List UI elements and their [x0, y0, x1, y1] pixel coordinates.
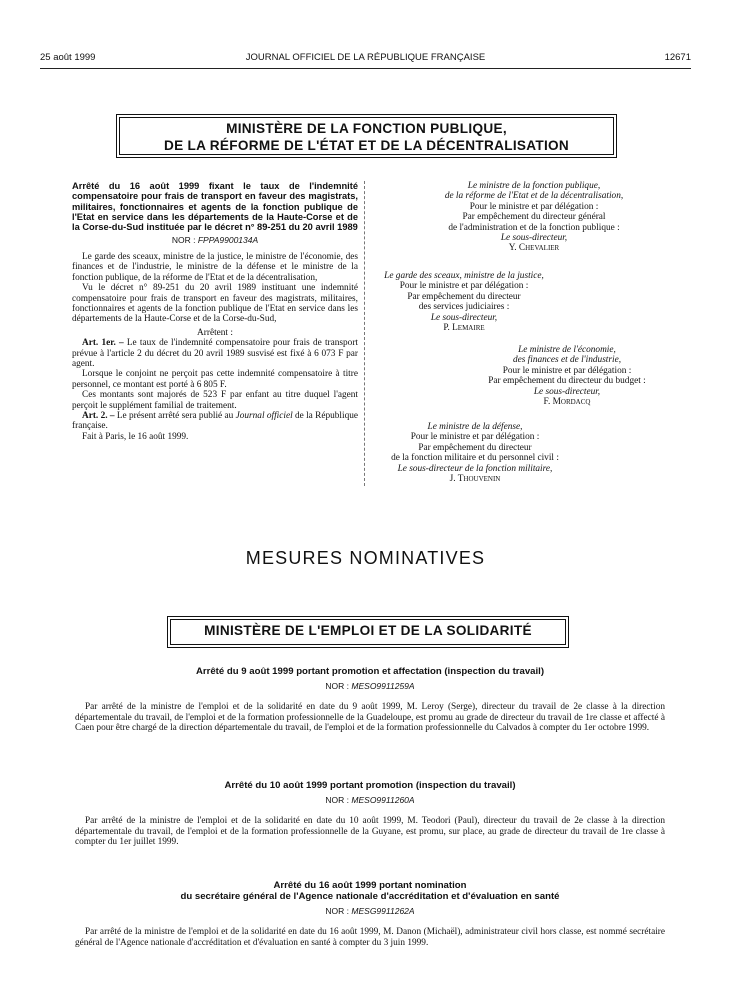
arrete-teodori	[75, 780, 665, 848]
article-2	[72, 411, 358, 432]
signature-line: Pour le ministre et par délégation :	[502, 365, 632, 376]
signature-line: Par empêchement du directeur	[418, 442, 532, 453]
signature-line: de la réforme de l'Etat et de la décentralisation,	[444, 191, 624, 202]
signatory-name: Y. Chevalier	[508, 243, 560, 254]
header-rule	[40, 68, 691, 69]
arrete-body: Par arrêté de la ministre de l'emploi et de la solidarité en date du 10 août 1999, M. Teodori (Paul), directeur du travail de 2e classe à la direction départementale du travail, de l'emploi et de la formation professionnelle de la Guyane, est promu, sur place, au grade de directeur du travail de 1re classe à compter du 1er juillet 1999.	[75, 816, 665, 848]
signature-line: Pour le ministre et par délégation :	[399, 281, 529, 292]
signature-line: Le ministre de la défense,	[427, 422, 523, 432]
article-2-text-journal: Journal officiel	[235, 410, 293, 421]
signature-line: Le ministre de la fonction publique,	[467, 181, 601, 191]
nor-code: MESG9911262A	[351, 906, 415, 916]
nor-label: NOR :	[325, 795, 350, 805]
signature-line: Par empêchement du directeur du budget :	[488, 376, 646, 387]
signature-line: Le ministre de l'économie,	[518, 345, 616, 355]
ministry-heading-line2: DE LA RÉFORME DE L'ÉTAT ET DE LA DÉCENTRALISATION	[163, 138, 570, 153]
signature-line: des finances et de l'industrie,	[512, 355, 622, 366]
signature-line: de la fonction militaire et du personnel civil :	[391, 453, 559, 464]
signatory-name: P. Lemaire	[443, 323, 485, 334]
nor-line	[75, 681, 665, 691]
nor-code: FPPA9900134A	[197, 235, 259, 246]
nor-code: MESO9911260A	[351, 795, 415, 805]
nor-line	[75, 795, 665, 805]
signature-line: Le garde des sceaux, ministre de la justice,	[384, 271, 544, 281]
ministry-heading-line1: MINISTÈRE DE LA FONCTION PUBLIQUE,	[226, 121, 507, 136]
signature-line: Le sous-directeur de la fonction militaire,	[397, 463, 553, 474]
running-header	[40, 52, 691, 66]
nor-line	[72, 235, 358, 245]
arrete-title-line2: du secrétaire général de l'Agence nationale d'accréditation et d'évaluation en santé	[180, 891, 560, 902]
section-title-mesures-nominatives: MESURES NOMINATIVES	[245, 548, 486, 568]
signature-block-justice	[364, 271, 564, 333]
header-date: 25 août 1999	[40, 52, 96, 63]
header-journal-title: JOURNAL OFFICIEL DE LA RÉPUBLIQUE FRANÇAISE	[245, 52, 486, 63]
article-1-paragraph-3: Ces montants sont majorés de 523 F par enfant au titre duquel l'agent perçoit le supplément familial de traitement.	[72, 390, 358, 411]
signature-line: Le sous-directeur,	[533, 386, 601, 397]
signature-line: Par empêchement du directeur général	[462, 212, 606, 223]
ministry-heading-fonction-publique	[119, 117, 614, 155]
column-divider	[364, 181, 365, 486]
article-2-text-a: Le présent arrêté sera publié au	[116, 410, 234, 421]
signature-block-fonction-publique	[414, 181, 654, 254]
signatory-name: F. Mordacq	[543, 397, 591, 408]
article-1	[72, 338, 358, 369]
signature-block-economie	[472, 345, 662, 407]
arrete-title-line1: Arrêté du 16 août 1999 portant nomination	[273, 880, 467, 891]
article-1-label: Art. 1er. –	[82, 338, 124, 349]
arrete-title: Arrêté du 16 août 1999 fixant le taux de l'indemnité compensatoire pour frais de transport en faveur des magistrats, militaires, fonctionnaires et agents de la fonction publique de l'Etat en service dans les départements de la Haute-Corse et de la Corse-du-Sud instituée par le décret n° 89-251 du 20 avril 1989	[72, 181, 358, 233]
article-1-text: Le taux de l'indemnité compensatoire pour frais de transport prévue à l'article 2 du décret du 20 avril 1989 susvisé est fixé à 6 073 F par agent.	[72, 338, 359, 369]
signatory-name: J. Thouvenin	[449, 474, 501, 485]
arretent-label: Arrêtent :	[197, 327, 233, 338]
nor-line	[75, 906, 665, 916]
nor-label: NOR :	[171, 235, 196, 246]
signature-line: Pour le ministre et par délégation :	[469, 201, 599, 212]
arrete-body: Par arrêté de la ministre de l'emploi et de la solidarité en date du 16 août 1999, M. Danon (Michaël), administrateur civil hors classe, est nommé secrétaire général de l'Agence nationale d'accréditation et d'évaluation en santé à compter du 3 juin 1999.	[75, 927, 665, 948]
article-1-paragraph-2: Lorsque le conjoint ne perçoit pas cette indemnité compensatoire à titre personnel, ce montant est porté à 6 805 F.	[72, 369, 358, 390]
nor-label: NOR :	[325, 681, 350, 691]
arrete-danon	[75, 880, 665, 948]
signature-line: Le sous-directeur,	[430, 312, 498, 323]
ministry-heading-emploi: MINISTÈRE DE L'EMPLOI ET DE LA SOLIDARITÉ	[170, 619, 566, 645]
article-2-label: Art. 2. –	[82, 410, 115, 421]
arrete-title: Arrêté du 9 août 1999 portant promotion et affectation (inspection du travail)	[195, 666, 545, 677]
signature-block-defense	[370, 422, 580, 484]
signature-line: Le sous-directeur,	[500, 233, 568, 244]
nor-label: NOR :	[325, 906, 350, 916]
arrete-leroy	[75, 666, 665, 734]
done-at-paris: Fait à Paris, le 16 août 1999.	[82, 431, 189, 442]
header-page-number: 12671	[664, 52, 691, 63]
arrete-body: Par arrêté de la ministre de l'emploi et de la solidarité en date du 9 août 1999, M. Leroy (Serge), directeur du travail de 2e classe à la direction départementale du travail, de l'emploi et de la formation professionnelle de la Guadeloupe, est promu au grade de directeur du travail de 1re classe et affecté à Caen pour être chargé de la direction départementale du travail, de l'emploi et de la formation professionnelle du Calvados à compter du 1er octobre 1999.	[75, 702, 665, 734]
nor-code: MESO9911259A	[351, 681, 415, 691]
signature-line: Pour le ministre et par délégation :	[410, 432, 540, 443]
signature-line: Par empêchement du directeur	[407, 291, 521, 302]
signature-line: des services judiciaires :	[418, 302, 510, 313]
arrete-column-left	[72, 181, 358, 442]
signature-line: de l'administration et de la fonction publique :	[448, 222, 620, 233]
vu-paragraph: Vu le décret n° 89-251 du 20 avril 1989 instituant une indemnité compensatoire pour frais de transport en faveur des magistrats, militaires, fonctionnaires et agents de la fonction publique de l'Etat en service dans les départements de la Haute-Corse et de la Corse-du-Sud,	[72, 283, 358, 325]
arrete-title: Arrêté du 10 août 1999 portant promotion (inspection du travail)	[224, 780, 516, 791]
preamble-paragraph: Le garde des sceaux, ministre de la justice, le ministre de l'économie, des finances et de l'industrie, le ministre de la défense et le ministre de la fonction publique, de la réforme de l'Etat et de la décentralisation,	[72, 251, 358, 283]
article-2-text-b: de la République française.	[72, 410, 358, 432]
